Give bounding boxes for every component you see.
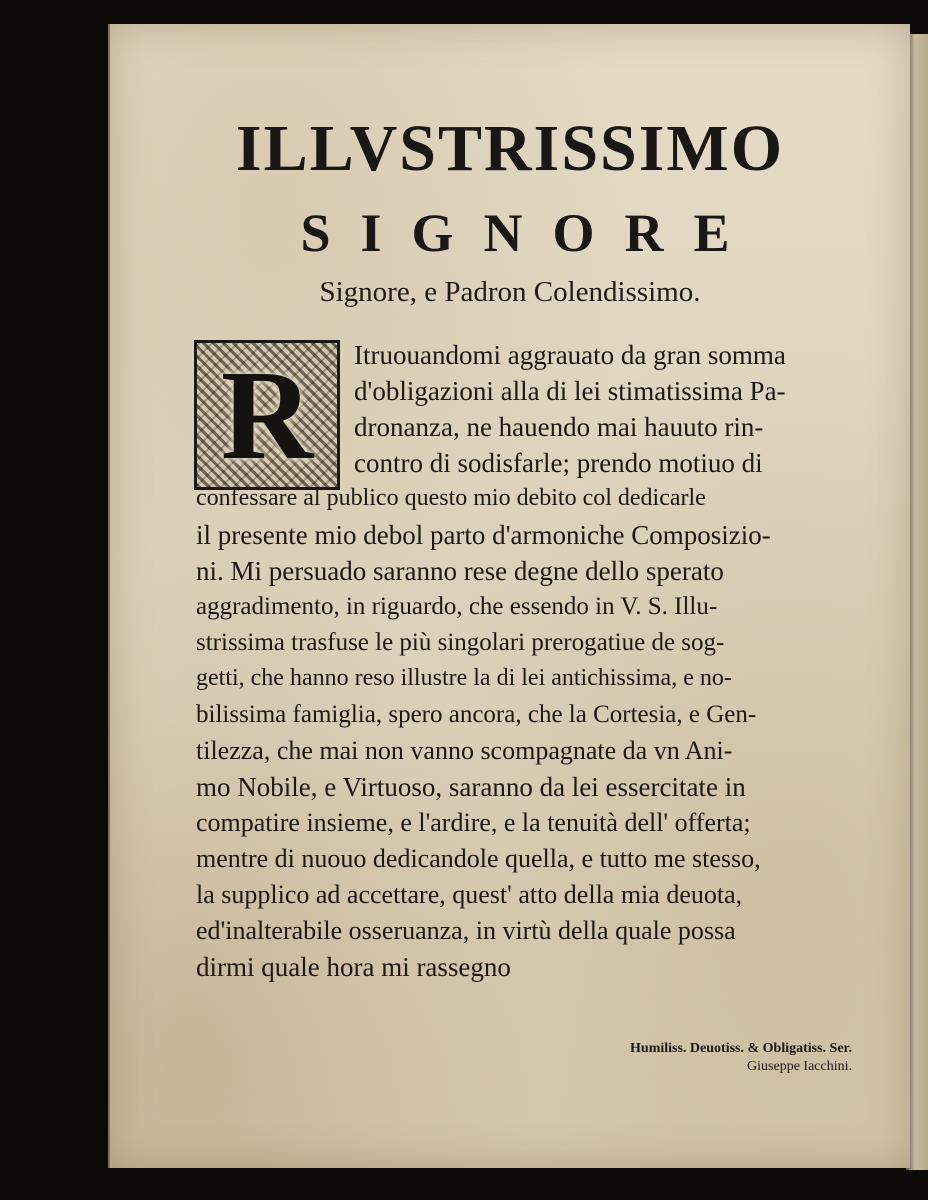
body-line: il presente mio debol parto d'armoniche Composizio- bbox=[196, 520, 771, 550]
body-line: ed'inalterabile osseruanza, in virtù della quale possa bbox=[196, 916, 736, 945]
signature-block bbox=[630, 1040, 852, 1075]
body-line: Itruouandomi aggrauato da gran somma bbox=[354, 340, 786, 370]
signature-name: Giuseppe Iacchini. bbox=[747, 1058, 852, 1074]
decorated-initial bbox=[194, 340, 340, 490]
body-line: ni. Mi persuado saranno rese degne dello sperato bbox=[196, 556, 724, 586]
salutation: Signore, e Padron Colendissimo. bbox=[319, 276, 701, 308]
body-line: confessare al publico questo mio debito col dedicarle bbox=[196, 485, 706, 511]
body-line: d'obligazioni alla di lei stimatissima Pa- bbox=[354, 376, 786, 406]
body-line: getti, che hanno reso illustre la di lei antichissima, e no- bbox=[196, 665, 732, 691]
body-line: mo Nobile, e Virtuoso, saranno da lei essercitate in bbox=[196, 772, 746, 802]
body-line: la supplico ad accettare, quest' atto della mia deuota, bbox=[196, 880, 743, 909]
body-line: bilissima famiglia, spero ancora, che la Cortesia, e Gen- bbox=[196, 701, 757, 728]
body-line: aggradimento, in riguardo, che essendo in V. S. Illu- bbox=[196, 593, 718, 620]
body-line: tilezza, che mai non vanno scompagnate da vn Ani- bbox=[196, 736, 733, 765]
body-line: strissima trasfuse le più singolari prerogatiue de sog- bbox=[196, 629, 725, 656]
body-line: contro di sodisfarle; prendo motiuo di bbox=[354, 448, 763, 478]
page-subtitle: SIGNORE bbox=[300, 203, 760, 263]
signature-closing: Humiliss. Deuotiss. & Obligatiss. Ser. bbox=[630, 1041, 852, 1056]
body-line: dirmi quale hora mi rassegno bbox=[196, 952, 511, 982]
body-line: dronanza, ne hauendo mai hauuto rin- bbox=[354, 412, 764, 442]
body-line: compatire insieme, e l'ardire, e la tenuità dell' offerta; bbox=[196, 808, 751, 837]
dedication-page bbox=[108, 24, 910, 1168]
body-line: mentre di nuouo dedicandole quella, e tutto me stesso, bbox=[196, 844, 761, 873]
initial-letter: R bbox=[220, 344, 314, 486]
page-title: ILLVSTRISSIMO bbox=[235, 112, 785, 185]
